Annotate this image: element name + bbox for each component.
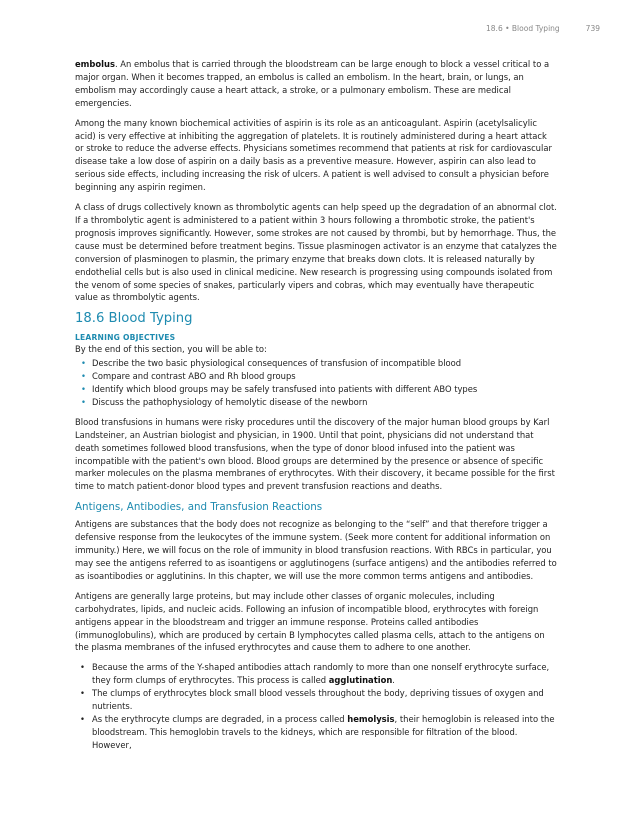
section-title: 18.6 Blood Typing xyxy=(75,311,193,327)
paragraph-aspirin: Among the many known biochemical activities of aspirin is its role as an anticoagulant. Aspirin (acetylsalicylic acid) is very effective at inhibiting the aggregation of platelets. It is routinely administered during a heart attack or stroke to reduce the adverse effects. Physicians sometimes recommend that patients at risk for cardiovascular disease take a low dose of aspirin on a daily basis as a preventive measure. However, aspirin can also lead to serious side effects, including increasing the risk of ulcers. A patient is well advised to consult a physician before beginning any aspirin regimen. xyxy=(75,117,552,193)
paragraph-antigen-classes: Antigens are generally large proteins, but may include other classes of organic molecules, including carbohydrates, lipids, and nucleic acids. Following an infusion of incompatible blood, erythrocytes with foreign antigens appear in the bloodstream and trigger an immune response. Proteins called antibodies (immunoglobulins), which are produced by certain B lymphocytes called plasma cells, attach to the antigens on the plasma membranes of the infused erythrocytes and cause them to adhere to one another. xyxy=(75,590,545,653)
subsection-title: Antigens, Antibodies, and Transfusion Reactions xyxy=(75,501,323,514)
list-item-text: The clumps of erythrocytes block small blood vessels throughout the body, depriving tissues of oxygen and nutrients. xyxy=(92,688,544,712)
list-item-text: Because the arms of the Y-shaped antibodies attach randomly to more than one nonself erythrocyte surface, they form clumps of erythrocytes. This process is called xyxy=(92,662,550,686)
list-item-text: , their hemoglobin is released into the bloodstream. This hemoglobin travels to the kidneys, which are responsible for filtration of the blood. However, xyxy=(92,713,555,750)
learning-objectives-list xyxy=(75,357,557,409)
term-hemolysis: hemolysis xyxy=(347,713,395,724)
learning-objectives-title: LEARNING OBJECTIVES xyxy=(75,333,176,343)
consequence-list xyxy=(75,661,557,751)
running-header xyxy=(486,24,600,33)
objective-item: • Discuss the pathophysiology of hemolytic disease of the newborn xyxy=(75,396,557,409)
paragraph-embolus xyxy=(75,58,557,110)
objective-item: • Identify which blood groups may be safely transfused into patients with different ABO types xyxy=(75,383,557,396)
term-agglutination: agglutination xyxy=(328,675,393,686)
paragraph-text: . An embolus that is carried through the bloodstream can be large enough to block a vessel critical to a major organ. When it becomes trapped, an embolus is called an embolism. In the heart, brain, or lungs, an embolism may accordingly cause a heart attack, a stroke, or a pulmonary embolism. These are medical emergencies. xyxy=(75,59,550,108)
paragraph-antigens: Antigens are substances that the body does not recognize as belonging to the “self” and that therefore trigger a defensive response from the leukocytes of the immune system. (Seek more content for additional information on immunity.) Here, we will focus on the role of immunity in blood transfusion reactions. With RBCs in particular, you may see the antigens referred to as isoantigens or agglutinogens (surface antigens) and the antibodies referred to as isoantibodies or agglutinins. In this chapter, we will use the more common terms antigens and antibodies. xyxy=(75,519,557,581)
page-number: 739 xyxy=(585,24,600,33)
page-content xyxy=(75,58,557,759)
list-item xyxy=(75,687,557,713)
objective-item: • Compare and contrast ABO and Rh blood groups xyxy=(75,370,557,383)
header-section: 18.6 • Blood Typing xyxy=(486,24,560,33)
paragraph-thrombolytic: A class of drugs collectively known as thrombolytic agents can help speed up the degradation of an abnormal clot. If a thrombolytic agent is administered to a patient within 3 hours following a thrombotic stroke, the patient's prognosis improves significantly. However, some strokes are not caused by thrombi, but by hemorrhage. Thus, the cause must be determined before treatment begins. Tissue plasminogen activator is an enzyme that catalyzes the conversion of plasminogen to plasmin, the primary enzyme that breaks down clots. It is released naturally by endothelial cells but is also used in clinical medicine. New research is progressing using compounds isolated from the venom of some species of snakes, particularly vipers and cobras, which may eventually have therapeutic value as thrombolytic agents. xyxy=(75,202,557,303)
objective-item: • Describe the two basic physiological consequences of transfusion of incompatible blood xyxy=(75,357,557,370)
paragraph-history: Blood transfusions in humans were risky procedures until the discovery of the major human blood groups by Karl Landsteiner, an Austrian biologist and physician, in 1900. Until that point, physicians did not understand that death sometimes followed blood transfusions, when the type of donor blood infused into the patient was incompatible with the patient's own blood. Blood groups are determined by the presence or absence of specific marker molecules on the plasma membranes of erythrocytes. With their discovery, it became possible for the first time to match patient-donor blood types and prevent transfusion reactions and deaths. xyxy=(75,416,555,492)
list-item-text: As the erythrocyte clumps are degraded, in a process called xyxy=(92,713,348,724)
term-embolus: embolus xyxy=(75,59,115,69)
learning-objectives-intro: By the end of this section, you will be able to: xyxy=(75,344,267,355)
list-item-text: . xyxy=(392,675,395,686)
list-item xyxy=(75,661,557,687)
list-item xyxy=(75,713,557,752)
